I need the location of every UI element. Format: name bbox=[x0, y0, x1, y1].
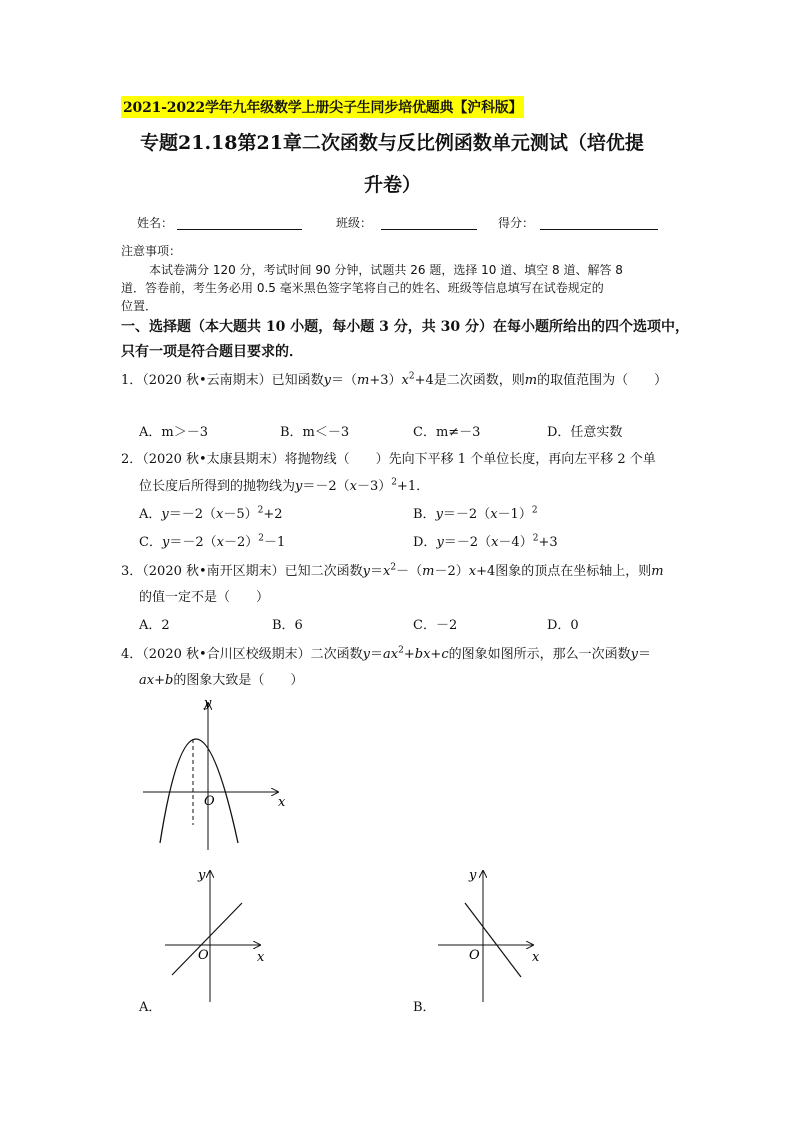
origin-label: O bbox=[469, 948, 480, 963]
q1-option-a[interactable]: A．m＞－3 bbox=[139, 425, 208, 440]
name-label: 姓名： bbox=[137, 216, 174, 230]
question-2-line1: 2．（2020 秋•太康县期末）将抛物线（ ）先向下平移 1 个单位长度，再向左平移 2 个单 bbox=[121, 452, 656, 467]
x-axis-label: x bbox=[532, 950, 540, 965]
origin-label: O bbox=[198, 948, 209, 963]
question-1: 1．（2020 秋•云南期末）已知函数$y=(m+3)x^2+4$是二次函数，则m的取值范围为（ ） bbox=[121, 371, 668, 388]
q3-option-c[interactable]: C．－2 bbox=[413, 618, 458, 633]
q4-option-b[interactable]: B． bbox=[413, 1000, 436, 1015]
q2-option-d[interactable]: D．$y=-2(x-4)^2+3$ bbox=[413, 533, 558, 550]
header-tag: 2021-2022学年九年级数学上册尖子生同步培优题典【沪科版】 bbox=[121, 96, 524, 118]
linear-function-line bbox=[172, 903, 242, 975]
y-axis-label: y bbox=[198, 868, 206, 883]
q2-option-c[interactable]: C．$y=-2(x-2)^2-1$ bbox=[139, 533, 286, 550]
y-axis-label: y bbox=[469, 868, 477, 883]
parabola-curve bbox=[160, 739, 238, 843]
page-title-line2: 升卷） bbox=[364, 174, 422, 196]
q2-option-b[interactable]: B．$y=-2(x-1)^2$ bbox=[413, 505, 538, 522]
notice-heading: 注意事项： bbox=[121, 244, 182, 258]
section-heading-line2: 只有一项是符合题目要求的． bbox=[121, 344, 303, 360]
question-2-line2: 位长度后所得到的抛物线为$y=-2(x-3)^2+1$． bbox=[139, 477, 430, 494]
name-field[interactable] bbox=[177, 229, 302, 230]
q4-option-a[interactable]: A． bbox=[139, 1000, 162, 1015]
page-title-line1: 专题21.18第21章二次函数与反比例函数单元测试（培优提 bbox=[140, 132, 644, 154]
origin-label: O bbox=[204, 794, 215, 809]
linear-function-line bbox=[465, 903, 521, 977]
question-4-line2: ax+b的图象大致是（ ） bbox=[139, 673, 304, 688]
class-label: 班级： bbox=[336, 216, 373, 230]
q1-option-b[interactable]: B．m＜－3 bbox=[280, 425, 350, 440]
question-3-line2: 的值一定不是（ ） bbox=[139, 590, 270, 605]
q3-option-d[interactable]: D．0 bbox=[547, 618, 579, 633]
notice-line1: 本试卷满分 120 分，考试时间 90 分钟，试题共 26 题，选择 10 道、填空 8 道、解答 8 bbox=[149, 263, 623, 277]
q4-option-b-graph bbox=[433, 865, 548, 1005]
section-heading-line1: 一、选择题（本大题共 10 小题，每小题 3 分，共 30 分）在每小题所给出的四个选项中， bbox=[121, 319, 689, 335]
question-4-line1: 4．（2020 秋•合川区校级期末）二次函数$y=ax^2+bx+c$的图象如图所示，那么一次函数y＝ bbox=[121, 645, 651, 662]
q2-option-a[interactable]: A．$y=-2(x-5)^2+2$ bbox=[139, 505, 283, 522]
score-field[interactable] bbox=[540, 229, 658, 230]
q1-option-d[interactable]: D．任意实数 bbox=[547, 425, 623, 440]
q1-option-c[interactable]: C．m≠－3 bbox=[413, 425, 481, 440]
x-axis-label: x bbox=[278, 795, 286, 810]
notice-line3: 位置． bbox=[121, 299, 158, 313]
score-label: 得分： bbox=[498, 216, 535, 230]
q3-option-b[interactable]: B．6 bbox=[272, 618, 303, 633]
x-axis-label: x bbox=[257, 950, 265, 965]
y-axis-label: y bbox=[204, 696, 212, 711]
parabola-figure bbox=[138, 695, 298, 855]
notice-line2: 道．答卷前，考生务必用 0.5 毫米黑色签字笔将自己的姓名、班级等信息填写在试卷规定的 bbox=[121, 281, 604, 295]
q4-option-a-graph bbox=[160, 865, 275, 1005]
question-3-line1: 3．（2020 秋•南开区期末）已知二次函数$y=x^2-(m-2)x+4$图象的顶点在坐标轴上，则m bbox=[121, 562, 664, 579]
q3-option-a[interactable]: A．2 bbox=[139, 618, 170, 633]
class-field[interactable] bbox=[381, 229, 477, 230]
